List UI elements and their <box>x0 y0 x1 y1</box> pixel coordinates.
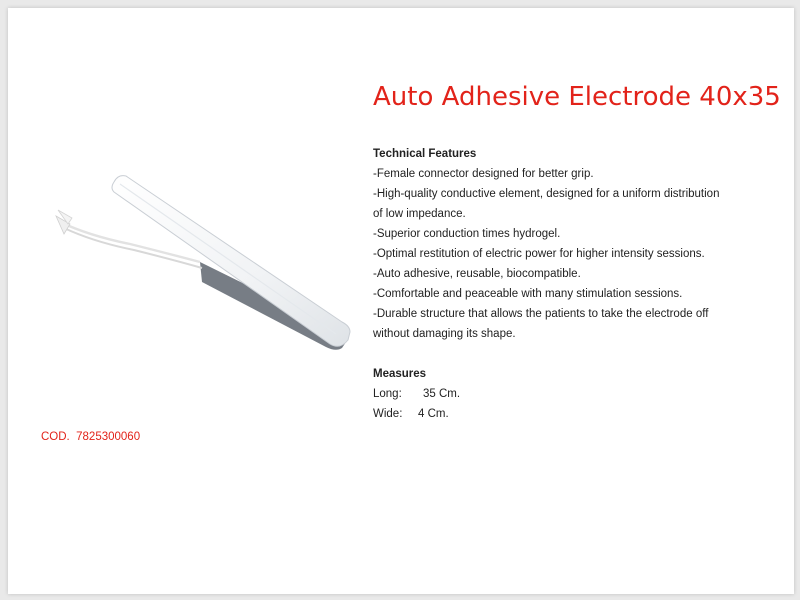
feature-line: -High-quality conductive element, designed for a uniform distribution <box>373 188 720 200</box>
product-code-label: COD. <box>41 431 70 443</box>
measure-long-label: Long: <box>373 388 402 400</box>
technical-features-heading: Technical Features <box>373 148 477 160</box>
measure-long-value: 35 Cm. <box>423 388 461 400</box>
product-code <box>41 431 140 443</box>
measure-wide-label: Wide: <box>373 408 403 420</box>
feature-line: -Optimal restitution of electric power for higher intensity sessions. <box>373 248 705 260</box>
measures-heading: Measures <box>373 368 427 380</box>
product-code-value: 7825300060 <box>76 431 141 443</box>
feature-line: without damaging its shape. <box>373 328 516 340</box>
product-card <box>8 8 794 594</box>
measure-wide-value: 4 Cm. <box>418 408 449 420</box>
feature-line: -Female connector designed for better grip. <box>373 168 594 180</box>
product-title: Auto Adhesive Electrode 40x35 <box>373 82 781 112</box>
feature-line: -Durable structure that allows the patients to take the electrode off <box>373 308 709 320</box>
measure-wide-row <box>373 404 460 424</box>
feature-line: -Comfortable and peaceable with many stimulation sessions. <box>373 288 683 300</box>
feature-line: of low impedance. <box>373 208 466 220</box>
feature-line: -Superior conduction times hydrogel. <box>373 228 561 240</box>
measure-long-row <box>373 384 460 404</box>
measures-section <box>373 364 460 424</box>
technical-features-section <box>373 144 719 344</box>
electrode-product-image <box>30 144 360 380</box>
feature-line: -Auto adhesive, reusable, biocompatible. <box>373 268 581 280</box>
